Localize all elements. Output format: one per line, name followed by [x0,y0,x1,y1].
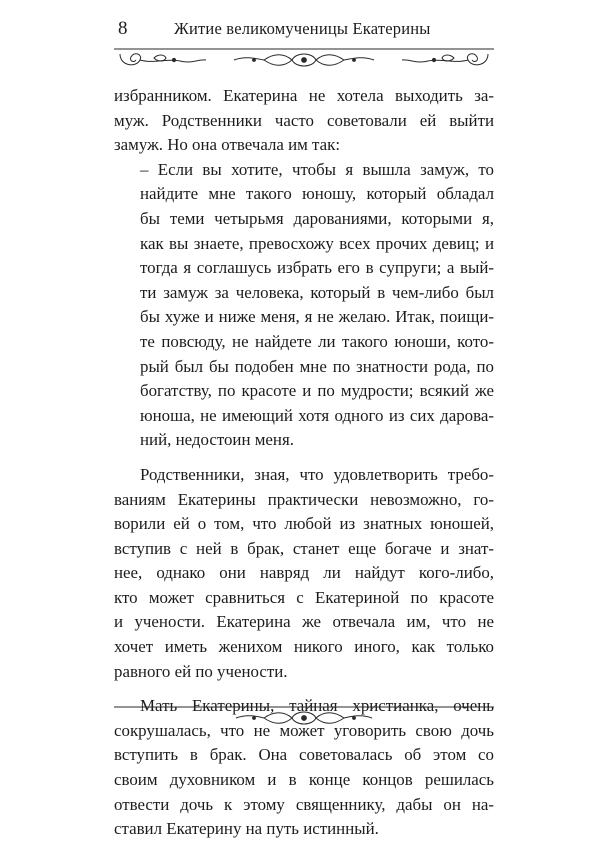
text-line: вступив с ней в брак, станет еще богаче и знат- [114,538,494,558]
footer-ornament [114,703,494,729]
running-title: Житие великомученицы Екатерины [174,19,431,38]
text-line: юноша, не имеющий хотя одного из сих дарова- [140,405,494,425]
text-line: – Если вы хотите, чтобы я вышла замуж, то [140,159,494,179]
text-line: избранником. Екатерина не хотела выходить за- [114,86,494,105]
page-header [114,16,494,44]
text-line: нее, однако они навряд ли найдут кого-либо, [114,563,494,583]
text-line: ти замуж за человека, который в чем-либо был [140,282,494,302]
text-line: отвести дочь к этому священнику, дабы он на- [114,794,494,814]
text-line: хочет иметь женихом никого иного, как только [114,637,494,657]
text-line: бы хуже и ниже меня, я не желаю. Итак, поищи- [140,307,494,327]
header-ornament [114,46,494,76]
text-line: и учености. Екатерина же отвечала им, что не [114,612,494,632]
paragraph-1 [114,84,494,158]
paragraph-3 [114,463,494,684]
text-line: муж. Родственники часто советовали ей выйти [114,110,494,130]
text-line: своим духовником и в конце концов решилась [114,770,494,790]
text-line: рый был бы подобен мне по знатности рода, по [140,356,494,376]
text-line: те повсюду, не найдете ли такого юноши, кото- [140,331,494,351]
text-line: замуж. Но она отвечала им так: [114,135,341,155]
paragraph-2 [114,158,494,453]
text-line: как вы знаете, превосхожу всех прочих девиц; и [140,233,494,253]
text-line: ворили ей о том, что любой из знатных юношей, [114,514,494,534]
page-number: 8 [118,18,128,39]
text-line: Родственники, зная, что удовлетворить требо- [140,464,494,484]
text-line: бы теми четырьмя дарованиями, которыми я, [140,208,494,228]
text-line: ний, недостоин меня. [140,430,294,450]
text-line: тогда я соглашусь избрать его в супруги; а вый- [140,258,494,278]
text-line: равного ей по учености. [114,661,288,681]
text-line: вступить в брак. Она советовалась об этом со [114,745,494,765]
text-line: сокрушалась, что не может уговорить свою дочь [114,720,494,740]
text-line: ваниям Екатерины практически невозможно, го- [114,489,494,509]
text-line: кто может сравниться с Екатериной по красоте [114,587,494,607]
text-line: Мать Екатерины, тайная христианка, очень [140,696,494,716]
text-line: найдите мне такого юношу, который обладал [140,184,494,204]
text-line: богатству, по красоте и по мудрости; всякий же [140,381,494,401]
text-line: ставил Екатерину на путь истинный. [114,819,379,839]
